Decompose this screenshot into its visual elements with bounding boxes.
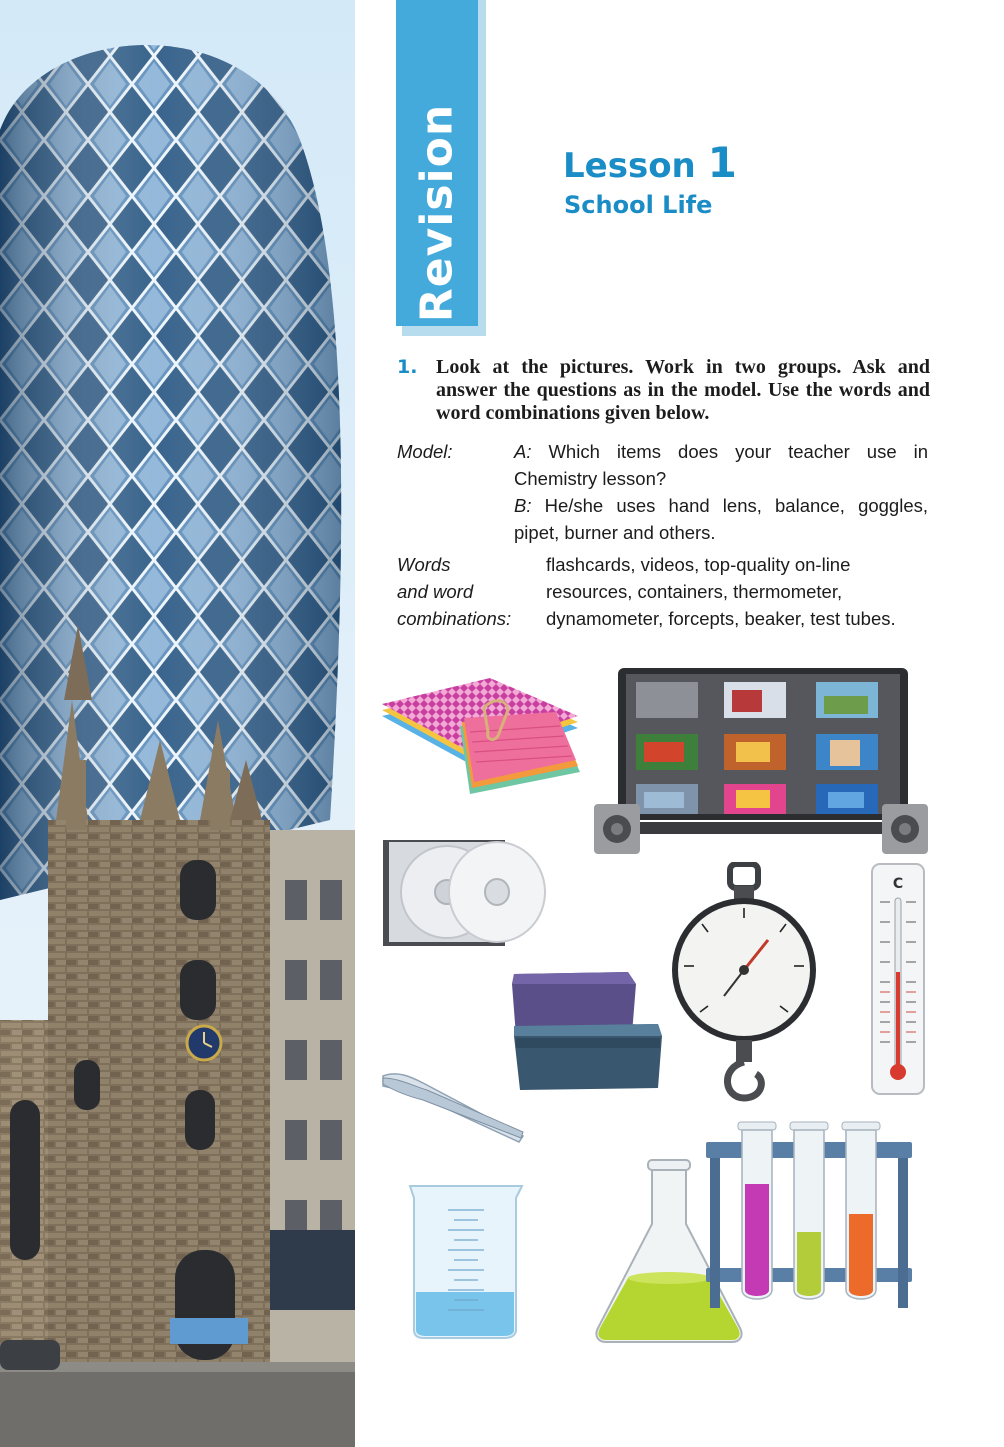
thermometer-letter: C xyxy=(892,876,904,892)
building-photo xyxy=(0,0,355,1447)
forceps-illustration xyxy=(379,1066,527,1146)
model-b-text: He/she uses hand lens, balance, goggles, pipet, burner and others. xyxy=(514,495,929,543)
test-tubes-illustration xyxy=(704,1114,914,1310)
words-label xyxy=(397,551,537,632)
video-monitor-illustration xyxy=(592,666,930,856)
model-dialogue xyxy=(514,438,928,546)
words-label-line-1: Words xyxy=(397,554,451,575)
containers-illustration xyxy=(508,970,668,1094)
dynamometer-illustration xyxy=(668,862,820,1102)
lesson-number: 1 xyxy=(707,138,737,187)
speaker-a: A: xyxy=(514,441,532,462)
words-label-line-3: combinations: xyxy=(397,608,512,629)
lesson-title xyxy=(563,138,737,187)
lesson-subtitle: School Life xyxy=(564,191,713,219)
beaker-illustration xyxy=(404,1180,528,1340)
words-label-line-2: and word xyxy=(397,581,474,602)
model-label: Model: xyxy=(397,441,453,462)
words-list: flashcards, videos, top-quality on-line resources, containers, thermometer, dynamometer, forcepts, beaker, test tubes. xyxy=(546,554,896,629)
exercise-number: 1. xyxy=(397,356,418,378)
exercise-instruction: Look at the pictures. Work in two groups. Ask and answer the questions as in the model. Use the words and word combinations given below. xyxy=(436,356,930,424)
cd-illustration xyxy=(381,834,551,950)
model-line-b xyxy=(514,492,928,546)
model-a-text: Which items does your teacher use in Chemistry lesson? xyxy=(514,441,928,489)
lesson-word: Lesson xyxy=(563,146,696,186)
speaker-b: B: xyxy=(514,495,532,516)
revision-label: Revision xyxy=(411,103,463,323)
gherkin-and-church-illustration xyxy=(0,0,355,1447)
model-line-a xyxy=(514,438,928,492)
flashcards-illustration xyxy=(380,668,585,798)
thermometer-illustration xyxy=(868,862,928,1098)
